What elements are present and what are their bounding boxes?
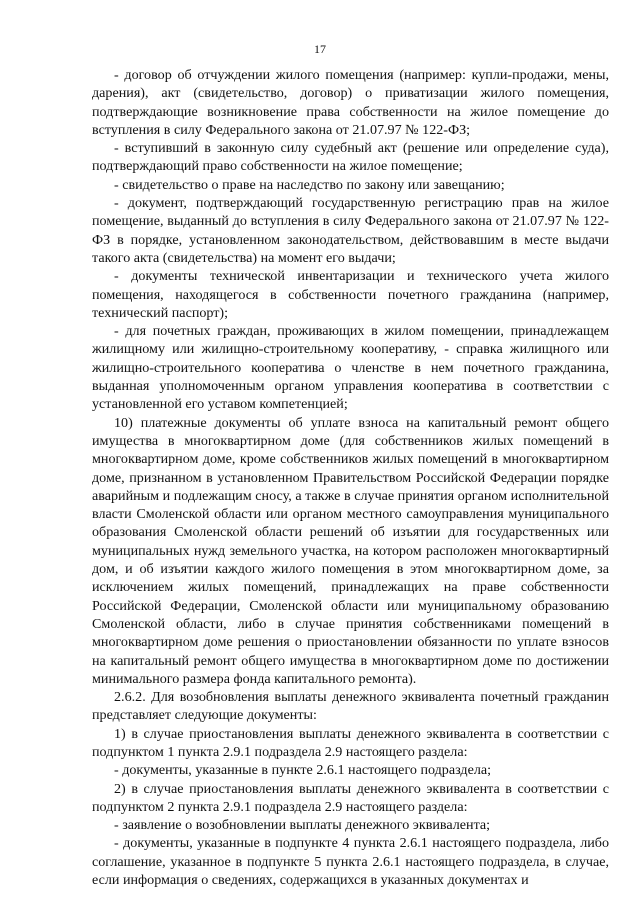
document-body (92, 66, 609, 889)
paragraph-cooperative-certificate: - для почетных граждан, проживающих в жилом помещении, принадлежащем жилищному или жилищно-строительному кооперативу, - справка жилищного или жилищно-строительного кооператива о членстве в нем почетного гражданина, выданная уполномоченным органом управления кооператива в соответствии с установленной его уставом компетенцией; (92, 323, 609, 413)
paragraph-case-2-application: - заявление о возобновлении выплаты денежного эквивалента; (114, 817, 491, 834)
paragraph-case-2: 2) в случае приостановления выплаты денежного эквивалента в соответствии с подпунктом 2 пункта 2.9.1 подраздела 2.9 настоящего раздела: (92, 780, 609, 815)
page-number: 17 (314, 42, 326, 56)
paragraph-capital-repair-payments: 10) платежные документы об уплате взноса на капитальный ремонт общего имущества в многоквартирном доме (для собственников жилых помещений в многоквартирном доме, кроме собственников жилых помещений в многоквартирном доме, признанном в установленном Правительством Российской Федерации порядке аварийным и подлежащим сносу, а также в случае принятия органом исполнительной власти Смоленской области или органом местного самоуправления муниципального образования Смоленской области решений об изъятии для государственных или муниципальных нужд земельного участка, на котором расположен многоквартирный дом, и об изъятии каждого жилого помещения в этом многоквартирном доме, за исключением жилых помещений, принадлежащих на праве собственности Российской Федерации, Смоленской области или муниципальному образованию Смоленской области, либо в случае принятия собственниками помещений в многоквартирном доме решения о приостановлении обязанности по уплате взносов на капитальный ремонт общего имущества в многоквартирном доме по достижении минимального размера фонда капитального ремонта). (92, 414, 609, 687)
paragraph-inheritance: - свидетельство о праве на наследство по закону или завещанию; (114, 176, 505, 193)
paragraph-ownership-contract: - договор об отчуждении жилого помещения (например: купли-продажи, мены, дарения), акт (свидетельство, договор) о приватизации жилого помещения, подтверждающие возникновение права собственности на жилое помещение до вступления в силу Федерального закона от 21.07.97 № 122-ФЗ; (92, 67, 609, 138)
paragraph-technical-documents: - документы технической инвентаризации и технического учета жилого помещения, находящегося в собственности почетного гражданина (например, технический паспорт); (92, 268, 609, 321)
paragraph-case-1-documents: - документы, указанные в пункте 2.6.1 настоящего подраздела; (114, 762, 492, 779)
paragraph-registration-document: - документ, подтверждающий государственную регистрацию прав на жилое помещение, выданный до вступления в силу Федерального закона от 21.07.97 № 122-ФЗ в порядке, установленном законодательством, действовавшим в месте выдачи такого акта (свидетельства) на момент его выдачи; (92, 195, 609, 266)
paragraph-case-2-documents: - документы, указанные в подпункте 4 пункта 2.6.1 настоящего подраздела, либо соглашение, указанное в подпункте 5 пункта 2.6.1 настоящего подраздела, в случае, если информация о сведениях, содержащихся в указанных документах и (92, 835, 609, 889)
paragraph-court-act: - вступивший в законную силу судебный акт (решение или определение суда), подтверждающий право собственности на жилое помещение; (92, 140, 609, 175)
paragraph-2-6-2: 2.6.2. Для возобновления выплаты денежного эквивалента почетный гражданин представляет следующие документы: (92, 689, 609, 724)
paragraph-case-1: 1) в случае приостановления выплаты денежного эквивалента в соответствии с подпунктом 1 пункта 2.9.1 подраздела 2.9 настоящего раздела: (92, 725, 609, 760)
